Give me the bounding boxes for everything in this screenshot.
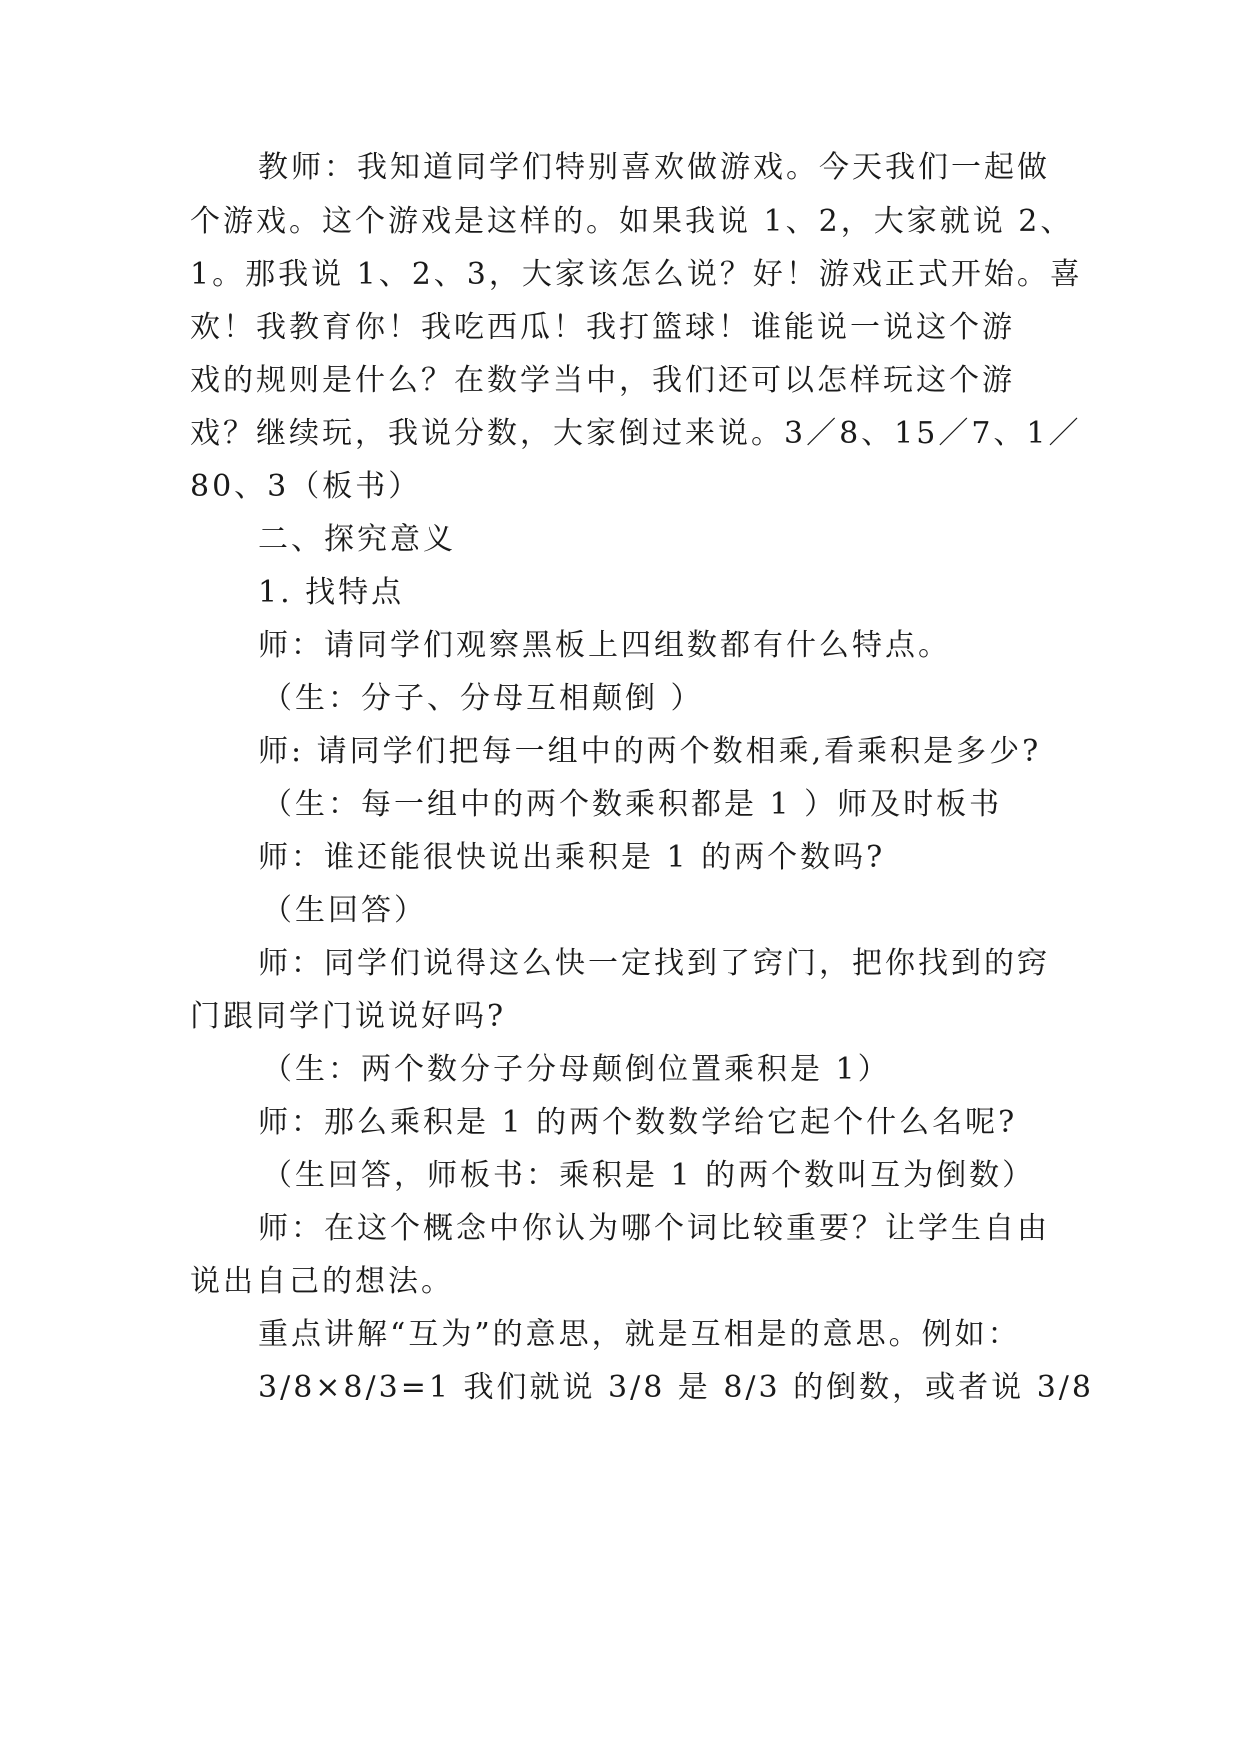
text-line-24: 3/8×8/3=1 我们就说 3/8 是 8/3 的倒数，或者说 3/8 xyxy=(258,1370,1094,1405)
text-line-5: 戏的规则是什么？在数学当中，我们还可以怎样玩这个游 xyxy=(190,363,1015,398)
text-line-20: （生回答，师板书：乘积是 1 的两个数叫互为倒数） xyxy=(262,1158,1036,1193)
text-line-21: 师：在这个概念中你认为哪个词比较重要？让学生自由 xyxy=(258,1211,1050,1246)
text-line-13: （生：每一组中的两个数乘积都是 1 ）师及时板书 xyxy=(262,787,1003,822)
text-line-19: 师：那么乘积是 1 的两个数数学给它起个什么名呢? xyxy=(258,1105,1018,1140)
text-line-23: 重点讲解“互为”的意思，就是互相是的意思。例如： xyxy=(258,1317,1021,1352)
text-line-11: （生：分子、分母互相颠倒 ） xyxy=(262,681,704,716)
section-heading: 二、探究意义 xyxy=(258,522,456,557)
text-line-7: 80、3（板书） xyxy=(190,469,422,504)
text-line-6: 戏？继续玩，我说分数，大家倒过来说。3／8、15／7、1／ xyxy=(190,416,1082,451)
text-line-18: （生：两个数分子分母颠倒位置乘积是 1） xyxy=(262,1052,891,1087)
text-line-15: （生回答） xyxy=(262,893,427,928)
text-line-10: 师：请同学们观察黑板上四组数都有什么特点。 xyxy=(258,628,951,663)
text-line-22: 说出自己的想法。 xyxy=(190,1264,454,1299)
subsection-heading: 1. 找特点 xyxy=(258,575,405,610)
text-line-14: 师：谁还能很快说出乘积是 1 的两个数吗? xyxy=(258,840,886,875)
text-line-1: 教师：我知道同学们特别喜欢做游戏。今天我们一起做 xyxy=(258,150,1050,185)
text-line-4: 欢！我教育你！我吃西瓜！我打篮球！谁能说一说这个游 xyxy=(190,310,1015,345)
text-line-16: 师：同学们说得这么快一定找到了窍门，把你找到的窍 xyxy=(258,946,1050,981)
text-line-3: 1。那我说 1、2、3，大家该怎么说？好！游戏正式开始。喜 xyxy=(190,257,1083,292)
text-line-2: 个游戏。这个游戏是这样的。如果我说 1、2，大家就说 2、 xyxy=(190,204,1074,239)
text-line-17: 门跟同学门说说好吗? xyxy=(190,999,507,1034)
text-line-12: 师: 请同学们把每一组中的两个数相乘,看乘积是多少? xyxy=(258,734,1042,769)
